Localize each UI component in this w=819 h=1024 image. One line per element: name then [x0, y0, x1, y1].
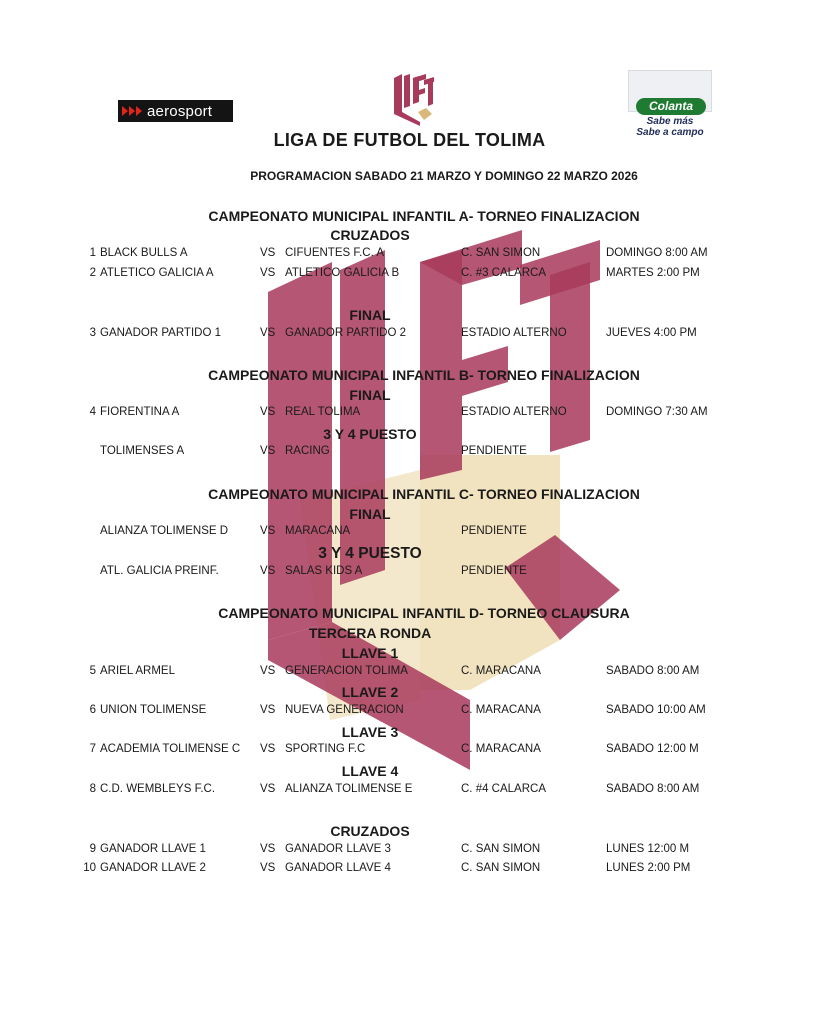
- match-row: [0, 843, 819, 859]
- section-subtitle: TERCERA RONDA: [308, 625, 432, 641]
- match-row: [0, 445, 819, 461]
- venue: C. MARACANA: [461, 743, 541, 755]
- home-team: FIORENTINA A: [100, 406, 180, 418]
- venue: PENDIENTE: [461, 525, 527, 537]
- away-team: REAL TOLIMA: [285, 406, 361, 418]
- vs-label: VS: [260, 565, 276, 577]
- colanta-tagline-2: Sabe a campo: [636, 127, 704, 138]
- home-team: ATL. GALICIA PREINF.: [100, 565, 219, 577]
- vs-label: VS: [260, 247, 276, 259]
- match-row: [0, 406, 819, 422]
- vs-label: VS: [260, 743, 276, 755]
- section-title: CAMPEONATO MUNICIPAL INFANTIL B- TORNEO FINALIZACION: [208, 367, 640, 383]
- page-title: LIGA DE FUTBOL DEL TOLIMA: [273, 130, 546, 150]
- match-time: SABADO 12:00 M: [606, 743, 699, 755]
- venue: ESTADIO ALTERNO: [461, 406, 567, 418]
- home-team: GANADOR LLAVE 2: [100, 862, 206, 874]
- away-team: GENERACION TOLIMA: [285, 665, 408, 677]
- away-team: RACING: [285, 445, 330, 457]
- vs-label: VS: [260, 267, 276, 279]
- venue: C. #4 CALARCA: [461, 783, 547, 795]
- home-team: ALIANZA TOLIMENSE D: [100, 525, 229, 537]
- vs-label: VS: [260, 862, 276, 874]
- match-row: [0, 862, 819, 878]
- page-subtitle: PROGRAMACION SABADO 21 MARZO Y DOMINGO 22 MARZO 2026: [250, 169, 638, 183]
- match-time: SABADO 8:00 AM: [606, 783, 700, 795]
- group-heading: FINAL: [349, 387, 391, 403]
- match-row: [0, 267, 819, 283]
- home-team: ATLETICO GALICIA A: [100, 267, 214, 279]
- group-heading: 3 Y 4 PUESTO: [318, 545, 422, 562]
- vs-label: VS: [260, 783, 276, 795]
- vs-label: VS: [260, 704, 276, 716]
- away-team: GANADOR LLAVE 4: [285, 862, 391, 874]
- away-team: CIFUENTES F.C. A: [285, 247, 385, 259]
- away-team: NUEVA GENERACION: [285, 704, 404, 716]
- home-team: BLACK BULLS A: [100, 247, 188, 259]
- match-time: SABADO 10:00 AM: [606, 704, 706, 716]
- aerosport-logo-text: aerosport: [147, 102, 213, 120]
- group-heading: CRUZADOS: [330, 823, 410, 839]
- match-number: 3: [89, 327, 96, 339]
- vs-label: VS: [260, 525, 276, 537]
- section-title: CAMPEONATO MUNICIPAL INFANTIL D- TORNEO CLAUSURA: [218, 605, 630, 621]
- league-logo: [388, 72, 436, 128]
- venue: PENDIENTE: [461, 565, 527, 577]
- aerosport-arrows-icon: [122, 106, 143, 116]
- match-row: [0, 665, 819, 681]
- match-row: [0, 327, 819, 343]
- match-row: [0, 783, 819, 799]
- venue: C. SAN SIMON: [461, 862, 541, 874]
- match-row: [0, 565, 819, 581]
- home-team: TOLIMENSES A: [100, 445, 185, 457]
- match-time: SABADO 8:00 AM: [606, 665, 700, 677]
- match-time: MARTES 2:00 PM: [606, 267, 700, 279]
- colanta-logo-text: Colanta: [636, 98, 706, 115]
- venue: C. MARACANA: [461, 665, 541, 677]
- match-number: 1: [89, 247, 96, 259]
- vs-label: VS: [260, 406, 276, 418]
- away-team: ALIANZA TOLIMENSE E: [285, 783, 413, 795]
- vs-label: VS: [260, 327, 276, 339]
- away-team: ATLETICO GALICIA B: [285, 267, 400, 279]
- match-number: 6: [89, 704, 96, 716]
- venue: ESTADIO ALTERNO: [461, 327, 567, 339]
- away-team: GANADOR LLAVE 3: [285, 843, 391, 855]
- home-team: ARIEL ARMEL: [100, 665, 175, 677]
- match-row: [0, 525, 819, 541]
- match-time: LUNES 2:00 PM: [606, 862, 691, 874]
- match-row: [0, 743, 819, 759]
- venue: C. SAN SIMON: [461, 843, 541, 855]
- match-time: LUNES 12:00 M: [606, 843, 690, 855]
- venue: C. #3 CALARCA: [461, 267, 547, 279]
- home-team: GANADOR LLAVE 1: [100, 843, 206, 855]
- home-team: C.D. WEMBLEYS F.C.: [100, 783, 216, 795]
- group-heading: 3 Y 4 PUESTO: [323, 426, 417, 442]
- match-row: [0, 247, 819, 263]
- match-row: [0, 704, 819, 720]
- match-number: 5: [89, 665, 96, 677]
- home-team: UNION TOLIMENSE: [100, 704, 207, 716]
- group-heading: FINAL: [349, 506, 391, 522]
- match-number: 8: [89, 783, 96, 795]
- match-number: 7: [89, 743, 96, 755]
- match-time: DOMINGO 8:00 AM: [606, 247, 708, 259]
- home-team: ACADEMIA TOLIMENSE C: [100, 743, 241, 755]
- match-time: JUEVES 4:00 PM: [606, 327, 697, 339]
- group-heading: CRUZADOS: [330, 227, 410, 243]
- venue: C. SAN SIMON: [461, 247, 541, 259]
- section-title: CAMPEONATO MUNICIPAL INFANTIL A- TORNEO FINALIZACION: [208, 208, 640, 224]
- group-heading: FINAL: [349, 307, 391, 323]
- away-team: GANADOR PARTIDO 2: [285, 327, 406, 339]
- venue: PENDIENTE: [461, 445, 527, 457]
- vs-label: VS: [260, 445, 276, 457]
- group-heading: LLAVE 4: [341, 763, 399, 779]
- match-time: DOMINGO 7:30 AM: [606, 406, 708, 418]
- colanta-tagline-1: Sabe más: [646, 116, 694, 127]
- vs-label: VS: [260, 843, 276, 855]
- match-number: 2: [89, 267, 96, 279]
- group-heading: LLAVE 3: [341, 724, 399, 740]
- group-heading: LLAVE 2: [341, 684, 399, 700]
- aerosport-logo: [118, 100, 233, 122]
- vs-label: VS: [260, 665, 276, 677]
- home-team: GANADOR PARTIDO 1: [100, 327, 221, 339]
- match-number: 10: [83, 862, 96, 874]
- away-team: SPORTING F.C: [285, 743, 366, 755]
- group-heading: LLAVE 1: [341, 645, 399, 661]
- away-team: MARACANA: [285, 525, 351, 537]
- section-title: CAMPEONATO MUNICIPAL INFANTIL C- TORNEO FINALIZACION: [208, 486, 640, 502]
- away-team: SALAS KIDS A: [285, 565, 363, 577]
- venue: C. MARACANA: [461, 704, 541, 716]
- match-number: 9: [89, 843, 96, 855]
- match-number: 4: [89, 406, 96, 418]
